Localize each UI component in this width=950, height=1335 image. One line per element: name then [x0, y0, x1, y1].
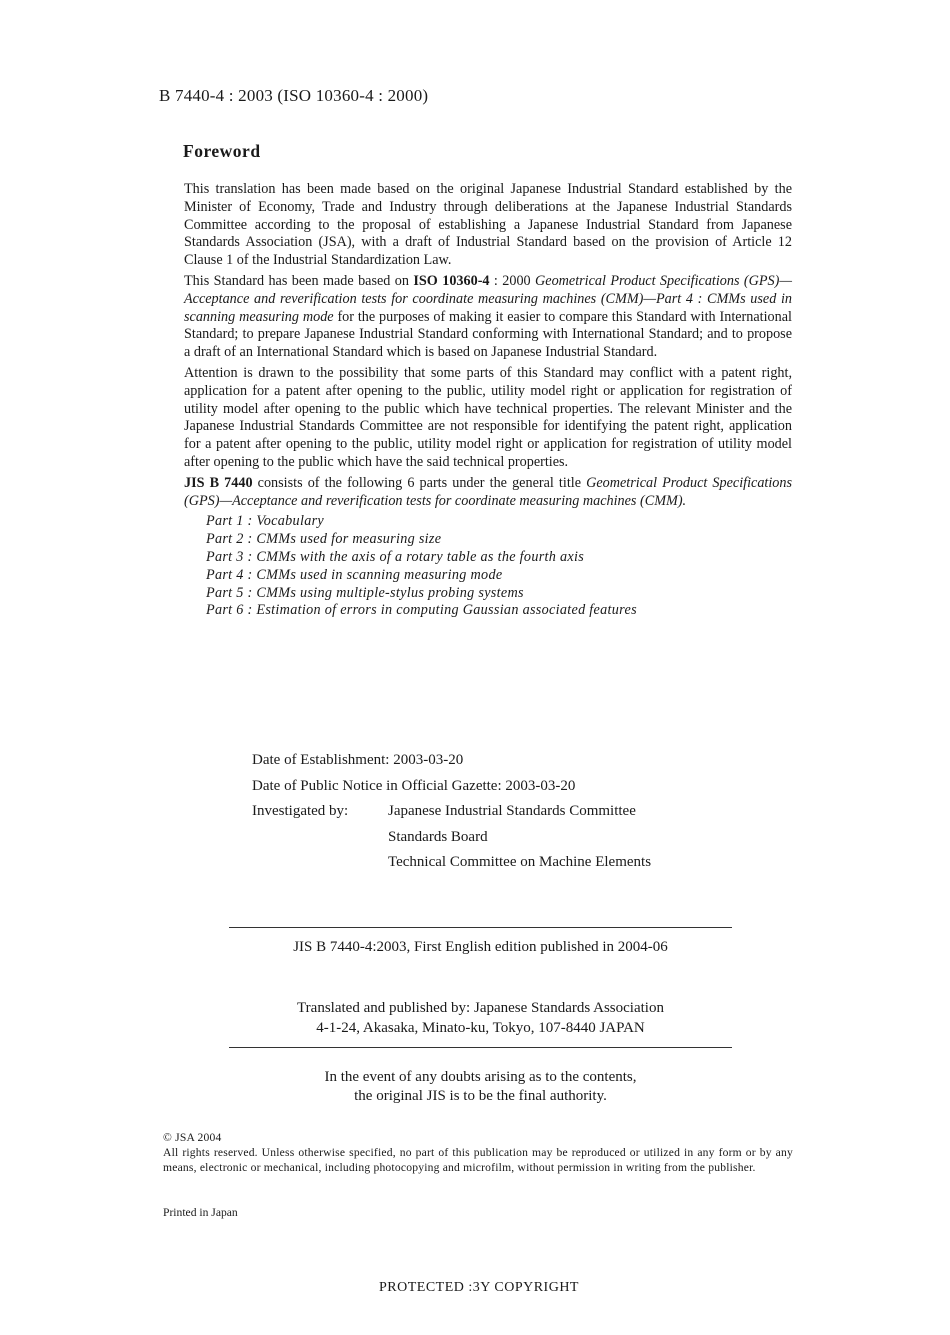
date-of-public-notice: Date of Public Notice in Official Gazette: 2003-03-20	[252, 777, 576, 794]
document-header: B 7440-4 : 2003 (ISO 10360-4 : 2000)	[159, 86, 429, 105]
publisher-block	[229, 998, 732, 1038]
list-item: Part 3 : CMMs with the axis of a rotary table as the fourth axis	[206, 548, 585, 565]
p2-standard-title: Geometrical Product Specifications (GPS)—Acceptance and reverification tests for coordinate measuring machines (CMM)—Part 4 : CMMs used in scanning measuring mode	[184, 272, 792, 325]
dates-block	[252, 748, 651, 876]
p2-standard-ref: ISO 10360-4	[413, 272, 490, 289]
investigated-by-line: Technical Committee on Machine Elements	[388, 854, 652, 870]
foreword-paragraph-3: Attention is drawn to the possibility that some parts of this Standard may conflict with a patent right, application for a patent after opening to the public, utility model right or application for registration of utility model after opening to the public which have technical properties. The relevant Minister and the Japanese Industrial Standards Committee are not responsible for identifying the patent right, application for a patent after opening to the public, utility model right or application for registration of utility model after opening to the public which have the said technical properties.	[184, 364, 792, 470]
p2-year: : 2000	[489, 272, 536, 289]
p4-general-title: Geometrical Product Specifications (GPS)—Acceptance and reverification tests for coordinate measuring machines (CMM).	[184, 474, 793, 509]
authority-note	[229, 1068, 732, 1106]
foreword-paragraph-2	[184, 273, 792, 362]
publisher-line: Translated and published by: Japanese Standards Association	[297, 1000, 664, 1016]
date-of-establishment: Date of Establishment: 2003-03-20	[252, 752, 464, 768]
divider	[229, 1047, 732, 1048]
list-item: Part 2 : CMMs used for measuring size	[206, 531, 442, 548]
list-item: Part 1 : Vocabulary	[206, 513, 324, 530]
p2-text: This Standard has been made based on	[184, 272, 414, 289]
printed-in: Printed in Japan	[163, 1206, 238, 1219]
authority-line: In the event of any doubts arising as to the contents,	[324, 1069, 637, 1085]
list-item: Part 5 : CMMs using multiple-stylus probing systems	[206, 584, 524, 601]
copyright-text: All rights reserved. Unless otherwise specified, no part of this publication may be reproduced or utilized in any form or by any means, electronic or mechanical, including photocopying and microfilm, without permission in writing from the publisher.	[163, 1146, 793, 1174]
foreword-title: Foreword	[183, 141, 261, 161]
p4-text: consists of the following 6 parts under the general title	[252, 474, 587, 491]
p2-text-end: for the purposes of making it easier to compare this Standard with International Standard; to prepare Japanese Industrial Standard conforming with International Standard; and to propose a draft of an International Standard which is based on Japanese Industrial Standard.	[184, 308, 792, 361]
list-item: Part 6 : Estimation of errors in computing Gaussian associated features	[206, 602, 637, 619]
p4-standard-ref: JIS B 7440	[184, 474, 253, 491]
investigated-by-label: Investigated by:	[252, 803, 349, 819]
edition-note: JIS B 7440-4:2003, First English edition published in 2004-06	[293, 939, 668, 955]
foreword-paragraph-1: This translation has been made based on the original Japanese Industrial Standard established by the Minister of Economy, Trade and Industry through deliberations at the Japanese Industrial Standards Committee according to the proposal of establishing a Japanese Industrial Standard from Japanese Standards Association (JSA), with a draft of Industrial Standard based on the provision of Article 12 Clause 1 of the Industrial Standardization Law.	[184, 181, 792, 269]
foreword-paragraph-4	[184, 475, 792, 511]
list-item: Part 4 : CMMs used in scanning measuring mode	[206, 566, 503, 583]
investigated-by	[252, 799, 651, 825]
authority-line: the original JIS is to be the final authority.	[354, 1088, 607, 1104]
parts-list	[206, 513, 792, 620]
foreword-body	[184, 181, 792, 620]
copyright-mark: © JSA 2004	[163, 1131, 222, 1144]
divider	[229, 927, 732, 928]
publisher-address: 4-1-24, Akasaka, Minato-ku, Tokyo, 107-8440 JAPAN	[316, 1020, 645, 1036]
page-footer: PROTECTED :3Y COPYRIGHT	[379, 1280, 579, 1295]
investigated-by-line: Japanese Industrial Standards Committee	[388, 803, 636, 819]
investigated-by-line: Standards Board	[388, 828, 488, 845]
copyright-block	[163, 1130, 793, 1175]
